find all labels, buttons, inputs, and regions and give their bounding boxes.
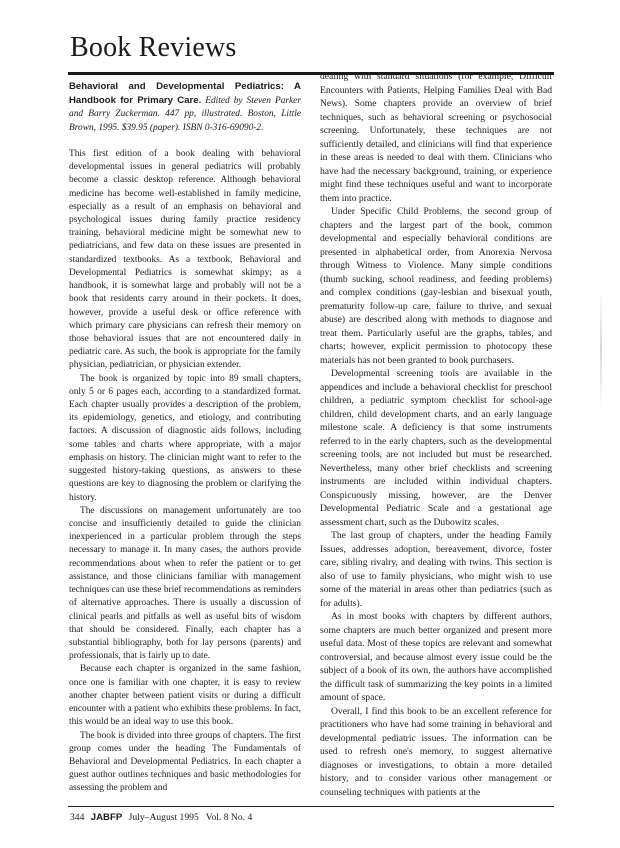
paragraph: The last group of chapters, under the heading Family Issues, addresses adoption, bereavement, divorce, foster care, sibling rivalry, and dealing with twins. This section is also of use to family physicians, who might wish to use some of the material in areas other than pediatrics (such as for adults). — [320, 530, 552, 609]
page-number: 344 — [70, 812, 85, 823]
page-footer — [70, 812, 252, 823]
paragraph: Under Specific Child Problems, the second group of chapters and the largest part of the book, common developmental and especially behavioral conditions are presented in alphabetical order, from Anorexia Nervosa through Witness to Violence. Many simple conditions (thumb sucking, school readiness, and feeding problems) and complex conditions (gay-lesbian and bisexual youth, prematurity follow-up care, failure to thrive, and sexual abuse) are described along with methods to diagnose and treat them. Particularly useful are the graphs, tables, and charts; however, explicit permission to photocopy these materials has not been granted to book purchasers. — [320, 206, 552, 366]
review-header — [69, 80, 301, 135]
page-title: Book Reviews — [70, 32, 237, 63]
paragraph: This first edition of a book dealing with behavioral developmental issues in general pediatrics will probably become a classic desktop reference. Although behavioral medicine has become well-established in family medicine, especially as a result of an emphasis on behavioral and psychological issues during family practice residency training, behavioral medicine might be somewhat new to pediatricians, and few data on these issues are presented in standardized textbooks. As a textbook, Behavioral and Developmental Pediatrics is somewhat skimpy; as a handbook, it is somewhat large and probably will not be a book that residents carry around in their pockets. It does, however, provide a useful desk or office reference with which primary care physicians can refresh their memory on those behavioral issues that are not encountered daily in pediatric care. As such, the book is appropriate for the family physician, pediatrician, or physician extender. — [69, 148, 301, 371]
left-column — [69, 80, 301, 796]
right-column — [320, 70, 552, 799]
paragraph: Because each chapter is organized in the same fashion, once one is familiar with one chapter, it is easy to review another chapter between patient visits or during a difficult encounter with a patient who exhibits these problems. In fact, this would be an ideal way to use this book. — [69, 664, 301, 728]
journal-name: JABFP — [90, 812, 123, 823]
paragraph: Developmental screening tools are available in the appendices and include a behavioral checklist for preschool children, a pediatric symptom checklist for school-age children, child development charts, and an early language milestone scale. A deficiency is that some instruments referred to in the early chapters, such as the developmental screening tools, are not included but must be researched. Nevertheless, many other brief checklists and screening instruments are included within individual chapters. Conspicuously missing, however, are the Denver Developmental Pediatric Scale and a gestational age assessment chart, such as the Dubowitz scales. — [320, 368, 552, 528]
paragraph: Overall, I find this book to be an excellent reference for practitioners who have had some training in behavioral and developmental pediatric issues. The information can be used to refresh one's memory, to suggest alternative diagnoses or investigations, to obtain a more detailed history, and to consider various other management or counseling techniques with patients at the — [320, 705, 552, 798]
book-title: Behavioral and Developmental Pediatrics: A Handbook for Primary Care. — [69, 81, 301, 107]
paragraph: As in most books with chapters by different authors, some chapters are much better organized and present more useful data. Most of these topics are relevant and somewhat controversial, and because almost every issue could be the subject of a book of its own, the authors have accomplished the difficult task of summarizing the key points in a limited amount of space. — [320, 611, 552, 703]
journal-issue: July–August 1995 Vol. 8 No. 4 — [128, 812, 253, 823]
paragraph: The book is divided into three groups of chapters. The first group comes under the heading The Fundamentals of Behavioral and Developmental Pediatrics. In each chapter a guest author outlines techniques and basic methodologies for assessing the problem and — [69, 730, 301, 794]
paragraph: The discussions on management unfortunately are too concise and insufficiently detailed to guide the clinician inexperienced in a particular problem through the steps necessary to manage it. In many cases, the authors provide recommendations about when to refer the patient or to get assistance, and those clinicians familiar with management techniques can use these brief recommendations as reminders of alternative approaches. There is usually a discussion of clinical pearls and pitfalls as well as useful bits of wisdom that should be considered. Finally, each chapter has a substantial bibliography, both for lay persons (parents) and professionals, that is fairly up to date. — [69, 505, 301, 662]
paragraph: The book is organized by topic into 89 small chapters, only 5 or 6 pages each, according to a standardized format. Each chapter usually provides a description of the problem, its epidemiology, genetics, and etiology, and contributing factors. A discussion of diagnostic aids follows, including some tables and charts where appropriate, with a major emphasis on history. The clinician might want to refer to the suggested history-taking questions, as answers to these questions are key to diagnosing the problem or clarifying the history. — [69, 373, 301, 503]
scan-edge-shadow — [600, 290, 602, 410]
paragraph: dealing with standard situations (for example, Difficult Encounters with Patients, Helping Families Deal with Bad News). Some chapters provide an overview of brief techniques, such as behavioral screening or psychosocial screening. Unfortunately, these techniques are not sufficiently detailed, and clinicians will find that experience in these areas is needed to deal with them. Clinicians who have had the necessary background, training, or experience might find these techniques useful and want to incorporate them into practice. — [320, 71, 552, 204]
footer-rule — [68, 806, 554, 807]
book-citation: Edited by Steven Parker and Barry Zuckerman. 447 pp, illustrated. Boston, Little Brown, 1995. $39.95 (paper). ISBN 0-316-69090-2. — [69, 96, 301, 133]
